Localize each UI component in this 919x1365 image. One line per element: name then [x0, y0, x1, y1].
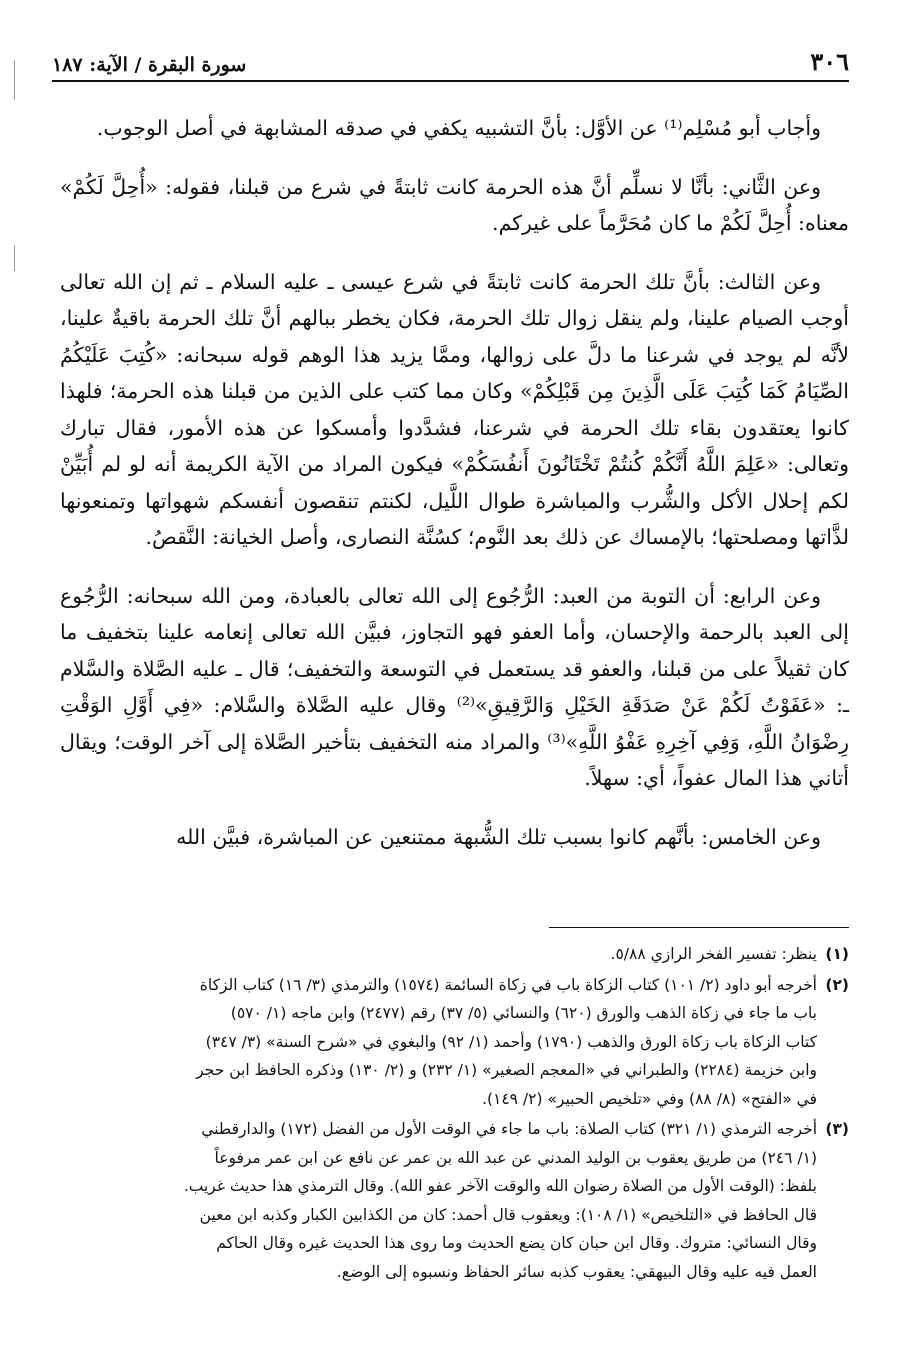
paragraph-second-answer: وعن الثَّاني: بأنَّا لا نسلِّم أنَّ هذه الحرمة كانت ثابتةً في شرع من قبلنا، فقوله: «أُحِلَّ لَكُمْ» معناه: أُحِلَّ لَكُمْ ما كان مُحَرَّماً على غيركم. — [60, 174, 849, 235]
footnote-line: أخرجه أبو داود (٢/ ١٠١) كتاب الزكاة باب في زكاة السائمة (١٥٧٤) والترمذي (٣/ ١٦) كتاب الزكاة — [199, 975, 817, 994]
scan-margin-mark — [14, 60, 15, 100]
footnote-line: قال الحافظ في «التلخيص» (١/ ١٠٨): ويعقوب قال أحمد: كان من الكذابين الكبار وكذبه ابن معين — [199, 1205, 817, 1224]
footnote-number: (٣) — [825, 1120, 849, 1138]
surah-title: سورة البقرة / الآية: ١٨٧ — [52, 54, 247, 76]
main-text — [60, 110, 849, 877]
footnote-line: وابن خزيمة (٢٢٨٤) والطبراني في «المعجم الصغير» (١/ ٢٣٢) و (٢/ ١٣٠) وذكره الحافظ ابن حجر — [196, 1061, 817, 1079]
footnote-2 — [60, 971, 849, 1114]
footnote-line: العمل فيه عليه وقال البيهقي: يعقوب كذبه سائر الحفاظ ونسبوه إلى الوضع. — [336, 1262, 817, 1281]
footnotes — [60, 940, 849, 1288]
footnote-line: باب ما جاء في زكاة الذهب والورق (٦٢٠) والنسائي (٥/ ٣٧) رقم (٢٤٧٧) وابن ماجه (١/ ٥٧٠) — [230, 1004, 817, 1022]
page-number: ٣٠٦ — [810, 47, 849, 76]
paragraph-fifth-answer: وعن الخامس: بأنَّهم كانوا بسبب تلك الشُّبهة ممتنعين عن المباشرة، فبيَّن الله — [176, 824, 821, 849]
footnote-3 — [60, 1115, 849, 1286]
footnote-line: بلفظ: (الوقت الأول من الصلاة رضوان الله والوقت الآخر عفو الله). وقال الترمذي هذا حديث غريب. — [183, 1177, 817, 1195]
footnote-line: وقال النسائي: متروك. وقال ابن حبان كان يضع الحديث وما روى هذا الحديث غيره وقال الحاكم — [216, 1234, 817, 1252]
footnote-divider — [549, 927, 849, 928]
footnote-number: (١) — [825, 945, 849, 963]
paragraph-fourth-answer: وعن الرابع: أن التوبة من العبد: الرُّجُوع إلى الله تعالى بالعبادة، ومن الله سبحانه: الرُّجُوع إلى العبد بالرحمة والإحسان، وأما العفو فهو التجاوز، فبيَّن الله تعالى إنعامه علينا بتخفيف ما كان ثقيلاً على من قبلنا، والعفو قد يستعمل في التوسعة والتخفيف؛ قال ـ عليه الصَّلاة والسَّلام ـ: «عَفَوْتُ لَكُمْ عَنْ صَدَقَةِ الخَيْلِ وَالرَّقِيقِ»⁽²⁾ وقال عليه الصَّلاة والسَّلام: «فِي أَوَّلِ الوَقْتِ رِضْوَانُ اللَّهِ، وَفِي آخِرِهِ عَفْوُ اللَّهِ»⁽³⁾ والمراد منه التخفيف بتأخير الصَّلاة إلى آخر الوقت؛ ويقال أتاني هذا المال عفواً، أي: سهلاً. — [60, 583, 850, 790]
footnote-line: (١/ ٢٤٦) من طريق يعقوب بن الوليد المدني عن عبد الله بن عمر عن نافع عن ابن عمر مرفوعاً — [214, 1148, 817, 1167]
footnote-line: كتاب الزكاة باب زكاة الورق والذهب (١٧٩٠) وأحمد (١/ ٩٢) والبغوي في «شرح السنة» (٣/ ٣٤٧) — [205, 1032, 817, 1051]
paragraph-third-answer: وعن الثالث: بأنَّ تلك الحرمة كانت ثابتةً في شرع عيسى ـ عليه السلام ـ ثم إن الله تعالى أوجب الصيام علينا، ولم ينقل زوال تلك الحرمة، فكان يخطر ببالهم أنَّ تلك الحرمة باقيةٌ علينا، لأنَّه لم يوجد في شرعنا ما دلَّ على زوالها، وممَّا يزيد هذا الوهم قوله سبحانه: «كُتِبَ عَلَيْكُمُ الصِّيَامُ كَمَا كُتِبَ عَلَى الَّذِينَ مِن قَبْلِكُمْ» وكان مما كتب على الذين من قبلنا هذه الحرمة؛ فلهذا كانوا يعتقدون بقاء تلك الحرمة في شرعنا، فشدَّدوا وأمسكوا عن هذه الأمور، فقال تبارك وتعالى: «عَلِمَ اللَّهُ أَنَّكُمْ كُنتُمْ تَخْتَانُونَ أَنفُسَكُمْ» فيكون المراد من الآية الكريمة أنه لو لم أُبَيِّنْ لكم إحلال الأكل والشُّرب والمباشرة طوال اللَّيل، لكنتم تنقصون أنفسكم شهواتها وتمنعونها لذَّاتها ومصلحتها؛ بالإمساك عن ذلك بعد النَّوم؛ كسُنَّة النصارى، وأصل الخيانة: النَّقصُ. — [60, 269, 849, 549]
paragraph-first-answer: وأجاب أبو مُسْلِم⁽¹⁾ عن الأوَّل: بأنَّ التشبيه يكفي في صدقه المشابهة في أصل الوجوب. — [96, 116, 821, 140]
footnote-1 — [60, 940, 849, 969]
footnote-number: (٢) — [825, 975, 849, 994]
scan-margin-mark — [14, 245, 15, 271]
footnote-line: أخرجه الترمذي (١/ ٣٢١) كتاب الصلاة: باب ما جاء في الوقت الأول من الفضل (١٧٢) والدارقطني — [201, 1120, 817, 1138]
footnote-line: ينظر: تفسير الفخر الرازي ٥/٨٨. — [610, 945, 817, 963]
footnote-line: في «الفتح» (٨/ ٨٨) وفي «تلخيص الحبير» (٢/ ١٤٩). — [482, 1089, 817, 1108]
page-header — [52, 36, 849, 82]
